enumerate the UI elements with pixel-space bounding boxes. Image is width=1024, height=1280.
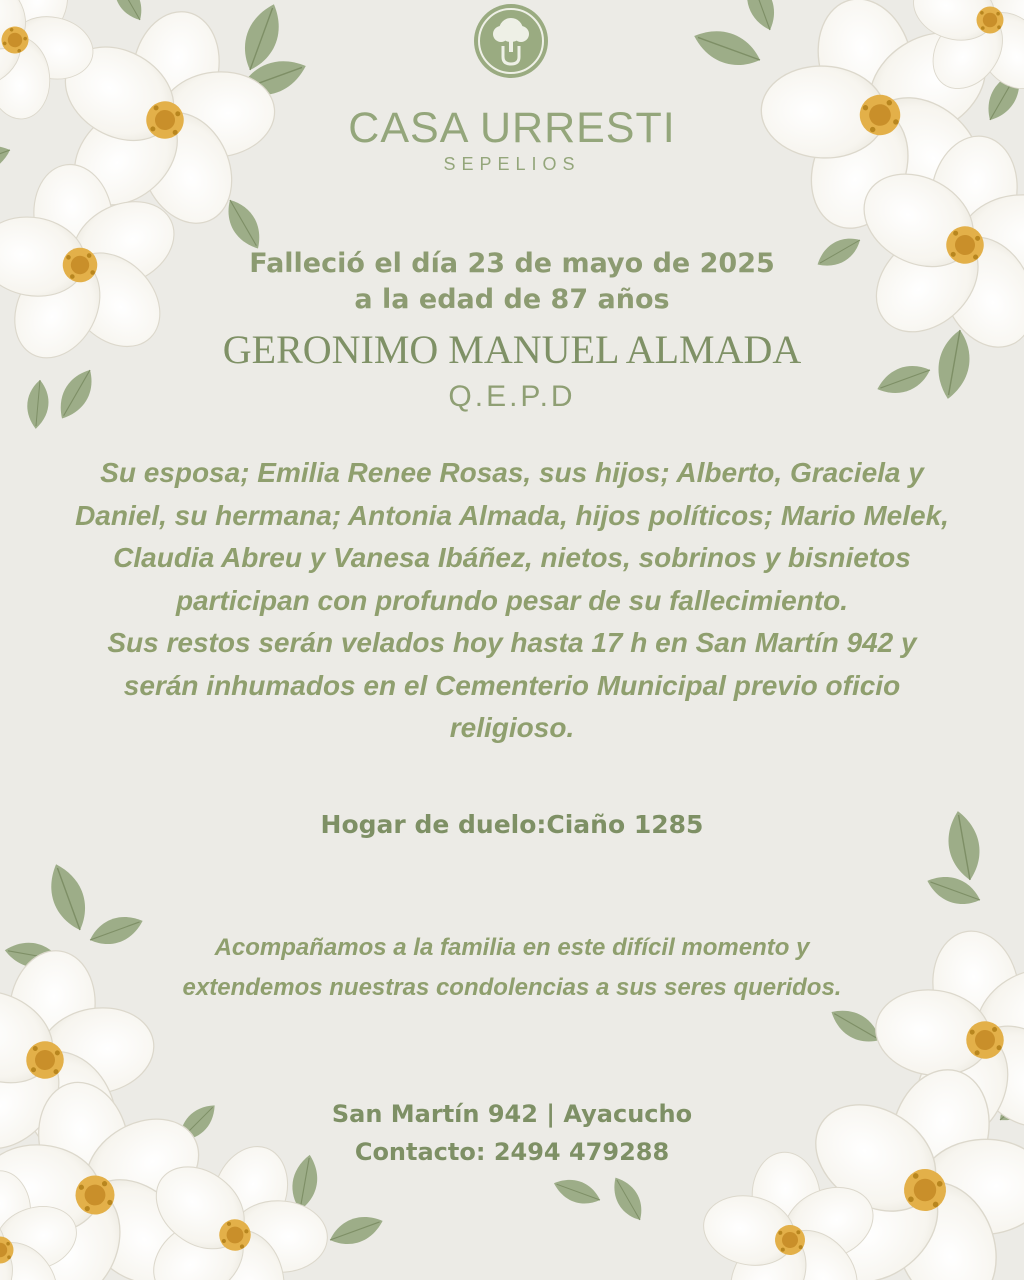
message-line: Claudia Abreu y Vanesa Ibáñez, nietos, sobrinos y bisnietos	[113, 542, 911, 573]
condolences-line: extendemos nuestras condolencias a sus seres queridos.	[182, 974, 842, 1001]
floral-bottom-left	[0, 859, 387, 1280]
death-date: Falleció el día 23 de mayo de 2025	[249, 248, 775, 279]
message-line: Sus restos serán velados hoy hasta 17 h en San Martín 942 y	[107, 627, 917, 658]
age-line: a la edad de 87 años	[354, 284, 670, 315]
brand-name: CASA URRESTI	[348, 104, 676, 152]
message-line: religioso.	[449, 712, 575, 743]
brand-subtitle: SEPELIOS	[443, 154, 581, 174]
floral-bottom-right	[550, 808, 1024, 1280]
tree-u-logo-icon	[472, 2, 550, 80]
hogar-de-duelo: Hogar de duelo:Ciaño 1285	[320, 810, 704, 839]
contact-phone: Contacto: 2494 479288	[354, 1138, 670, 1166]
condolences-message	[0, 928, 1024, 1008]
family-message	[40, 452, 984, 750]
message-line: Su esposa; Emilia Renee Rosas, sus hijos; Alberto, Graciela y	[100, 457, 924, 488]
message-line: participan con profundo pesar de su fallecimiento.	[175, 584, 849, 616]
message-line: serán inhumados en el Cementerio Municipal previo oficio	[123, 669, 901, 701]
funeral-home-address: San Martín 942 | Ayacucho	[331, 1100, 693, 1128]
qepd-text: Q.E.P.D	[448, 380, 576, 413]
message-line: Daniel, su hermana; Antonia Almada, hijos políticos; Mario Melek,	[75, 499, 949, 531]
deceased-name: GERONIMO MANUEL ALMADA	[222, 327, 802, 372]
condolences-line: Acompañamos a la familia en este difícil momento y	[214, 934, 810, 961]
